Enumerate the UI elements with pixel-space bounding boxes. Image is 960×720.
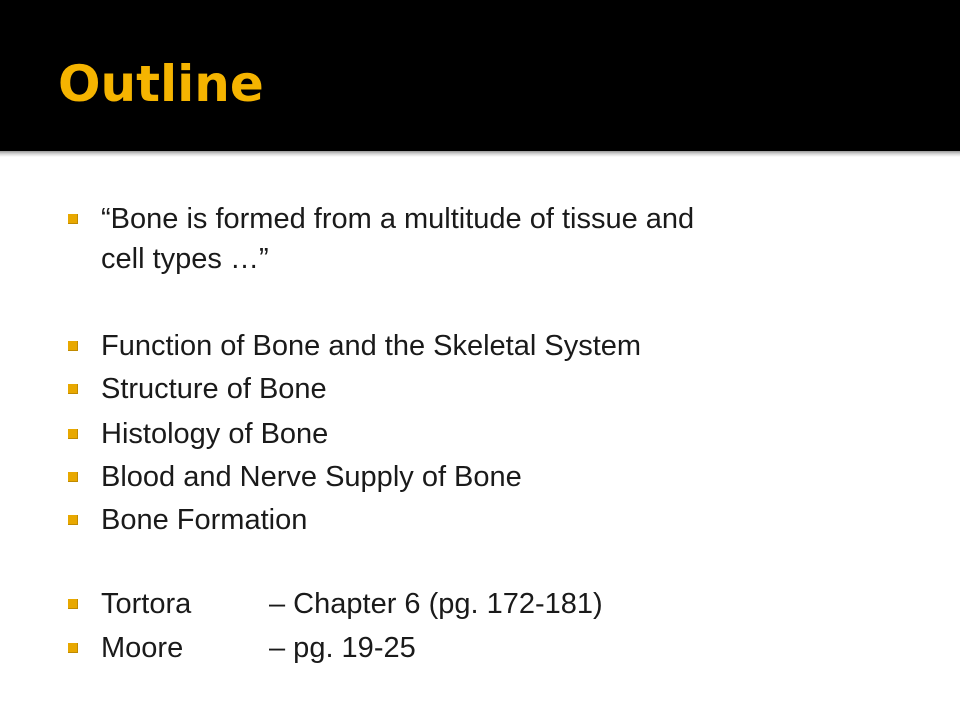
title-divider [0,151,960,160]
square-bullet-icon [68,429,78,439]
square-bullet-icon [68,599,78,609]
title-bar [0,0,960,151]
reference-source: Tortora [101,588,192,620]
topic-text: Structure of Bone [101,373,327,405]
square-bullet-icon [68,341,78,351]
reference-text [101,628,881,668]
quote-line-2: cell types …” [101,243,269,275]
reference-source: Moore [101,632,184,664]
slide-body [0,160,960,720]
square-bullet-icon [68,472,78,482]
reference-detail: – pg. 19-25 [269,632,416,664]
topic-text: Bone Formation [101,504,308,536]
quote-line-1: “Bone is formed from a multitude of tissue and [101,203,695,235]
reference-text [101,584,881,624]
slide-title: Outline [58,55,264,113]
reference-detail: – Chapter 6 (pg. 172-181) [269,588,603,620]
square-bullet-icon [68,643,78,653]
topic-text: Function of Bone and the Skeletal System [101,330,642,362]
square-bullet-icon [68,214,78,224]
topic-text: Blood and Nerve Supply of Bone [101,461,522,493]
square-bullet-icon [68,515,78,525]
quote-text [101,199,881,279]
square-bullet-icon [68,384,78,394]
topic-text: Histology of Bone [101,418,329,450]
